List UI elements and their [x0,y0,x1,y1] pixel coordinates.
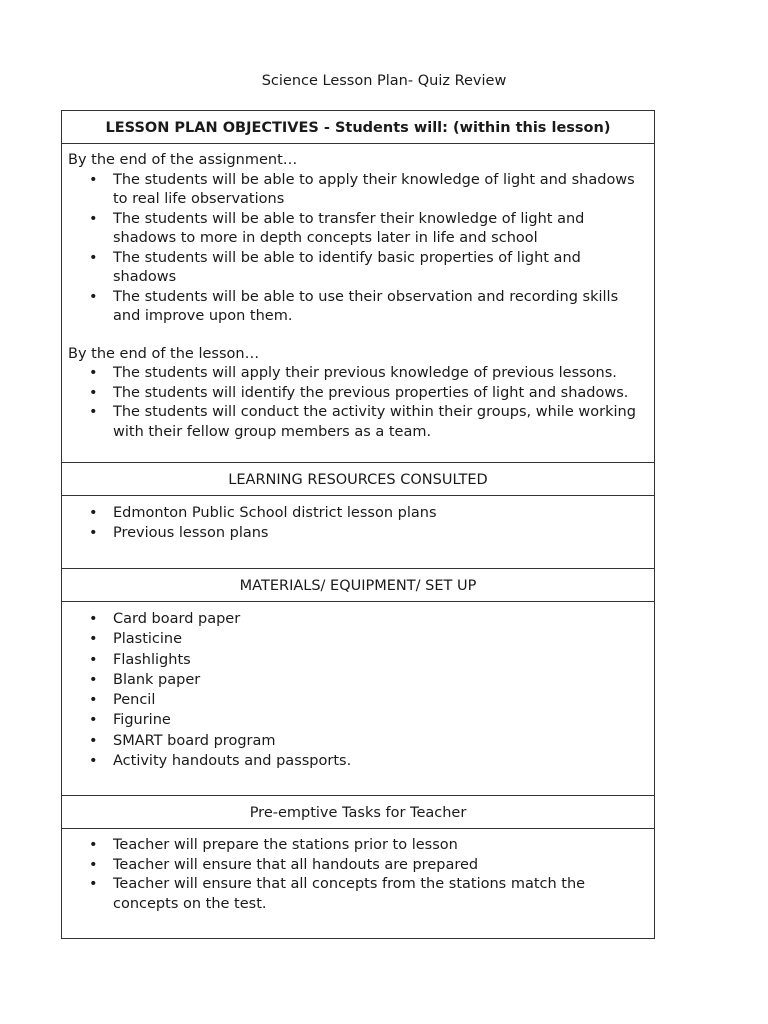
resources-list [62,504,654,543]
list-item: • Blank paper [113,670,654,690]
objectives-list-lesson [62,364,654,442]
objectives-list-assignment [62,171,654,327]
tasks-list [62,836,654,914]
objectives-body [62,144,654,463]
list-item: • Card board paper [113,609,654,629]
objectives-lead-assignment: By the end of the assignment… [68,152,298,168]
objectives-heading-text: LESSON PLAN OBJECTIVES - Students will: (within this lesson) [105,120,611,136]
list-item: • Teacher will ensure that all handouts are prepared [113,856,654,876]
list-item: • Previous lesson plans [113,524,654,544]
tasks-body [62,829,654,938]
list-item: • Flashlights [113,650,654,670]
list-item: • The students will identify the previous properties of light and shadows. [113,384,654,404]
objectives-lead-lesson: By the end of the lesson… [68,345,260,362]
document-title: Science Lesson Plan- Quiz Review [261,73,507,89]
tasks-heading: Pre-emptive Tasks for Teacher [62,796,654,829]
list-item: • The students will be able to apply their knowledge of light and shadows to real life observations [113,171,654,210]
list-item: • Figurine [113,710,654,730]
list-item: • Activity handouts and passports. [113,751,654,771]
list-item: • The students will be able to transfer their knowledge of light and shadows to more in depth concepts later in life and school [113,210,654,249]
spacer [62,327,654,345]
resources-heading: LEARNING RESOURCES CONSULTED [62,463,654,496]
list-item: • Teacher will prepare the stations prior to lesson [113,836,654,856]
list-item: • Teacher will ensure that all concepts from the stations match the concepts on the test. [113,875,654,914]
materials-list [62,609,654,771]
list-item: • The students will conduct the activity within their groups, while working with their fellow group members as a team. [113,403,654,442]
list-item: • The students will be able to use their observation and recording skills and improve upon them. [113,288,654,327]
resources-body [62,496,654,569]
materials-heading: MATERIALS/ EQUIPMENT/ SET UP [62,569,654,602]
list-item: • The students will apply their previous knowledge of previous lessons. [113,364,654,384]
materials-body [62,602,654,796]
list-item: • Plasticine [113,629,654,649]
lesson-plan-table [61,110,655,939]
objectives-heading [62,111,654,144]
list-item: • SMART board program [113,731,654,751]
list-item: • Edmonton Public School district lesson plans [113,504,654,524]
list-item: • Pencil [113,690,654,710]
list-item: • The students will be able to identify basic properties of light and shadows [113,249,654,288]
